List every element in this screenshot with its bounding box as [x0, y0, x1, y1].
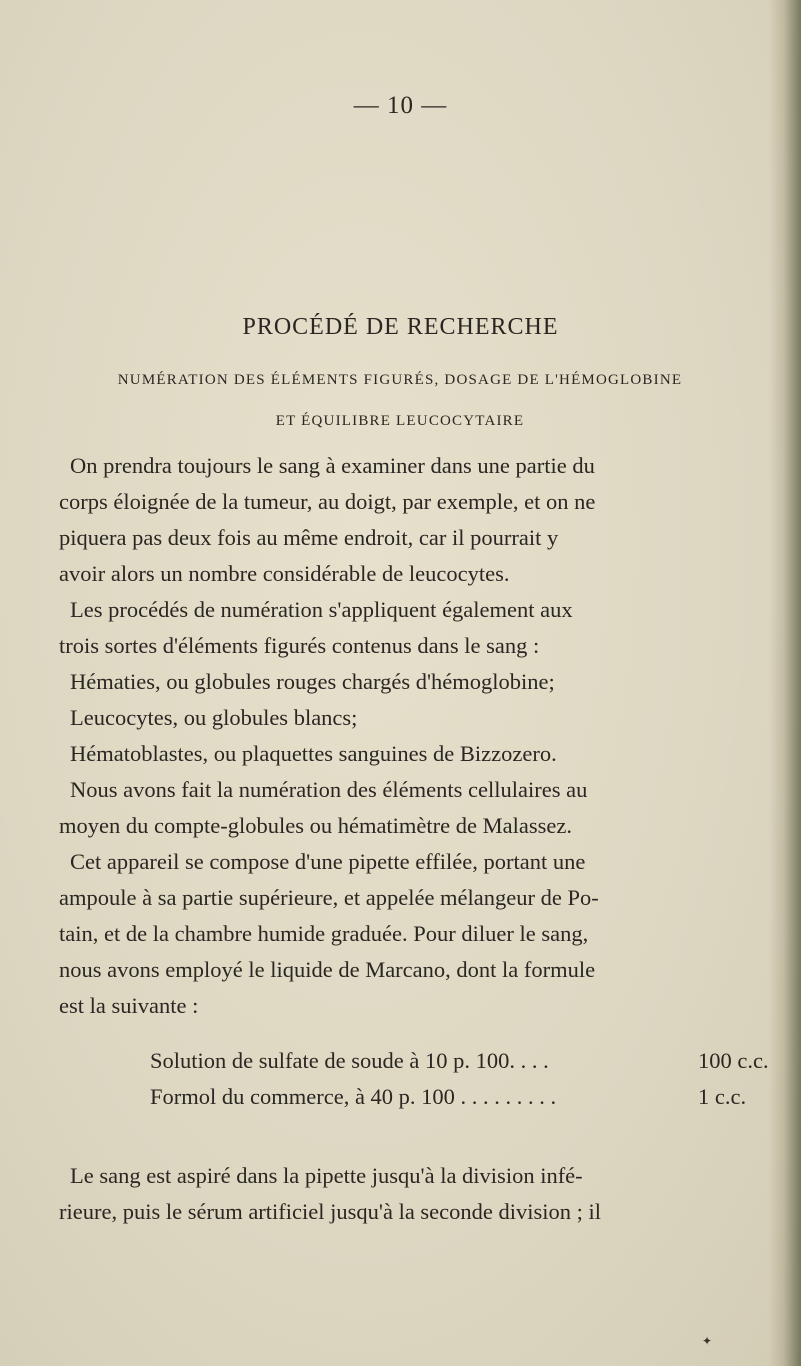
text-line: Cet appareil se compose d'une pipette effilée, portant une — [70, 849, 586, 874]
text-line: nous avons employé le liquide de Marcano, dont la formule — [59, 957, 596, 982]
text-line: tain, et de la chambre humide graduée. Pour diluer le sang, — [59, 921, 589, 946]
text-line: avoir alors un nombre considérable de leucocytes. — [59, 561, 510, 586]
text-line: est la suivante : — [59, 993, 199, 1018]
text-line: Nous avons fait la numération des éléments cellulaires au — [70, 777, 588, 802]
text-line: Les procédés de numération s'appliquent également aux — [70, 597, 573, 622]
formula-row — [150, 1048, 769, 1074]
section-subtitle-line-1: NUMÉRATION DES ÉLÉMENTS FIGURÉS, DOSAGE DE L'HÉMOGLOBINE — [117, 372, 683, 388]
text-line: moyen du compte-globules ou hématimètre de Malassez. — [59, 813, 572, 838]
section-title: PROCÉDÉ DE RECHERCHE — [242, 314, 559, 340]
text-line: On prendra toujours le sang à examiner dans une partie du — [70, 453, 595, 478]
text-line: trois sortes d'éléments figurés contenus dans le sang : — [59, 633, 540, 658]
ink-speck: ✦ — [702, 1334, 713, 1348]
page-number: — 10 — — [353, 92, 448, 119]
page-edge-shadow — [769, 0, 801, 1366]
formula-row — [150, 1084, 747, 1110]
text-line: ampoule à sa partie supérieure, et appelée mélangeur de Po- — [59, 885, 599, 910]
text-line: Le sang est aspiré dans la pipette jusqu'à la division infé- — [70, 1163, 583, 1188]
text-line: Leucocytes, ou globules blancs; — [70, 705, 358, 730]
formula-ingredient: Formol du commerce, à 40 p. 100 . . . . . . . . . — [150, 1084, 557, 1109]
text-line: piquera pas deux fois au même endroit, car il pourrait y — [59, 525, 559, 550]
formula-ingredient: Solution de sulfate de soude à 10 p. 100. . . . — [150, 1048, 549, 1073]
formula-quantity: 100 c.c. — [698, 1048, 769, 1073]
text-line: Hématoblastes, ou plaquettes sanguines de Bizzozero. — [70, 741, 557, 766]
section-subtitle-line-2: ET ÉQUILIBRE LEUCOCYTAIRE — [275, 413, 525, 429]
formula-quantity: 1 c.c. — [698, 1084, 747, 1109]
text-line: rieure, puis le sérum artificiel jusqu'à la seconde division ; il — [59, 1199, 602, 1224]
text-line: corps éloignée de la tumeur, au doigt, par exemple, et on ne — [59, 489, 596, 514]
text-line: Hématies, ou globules rouges chargés d'hémoglobine; — [70, 669, 555, 694]
